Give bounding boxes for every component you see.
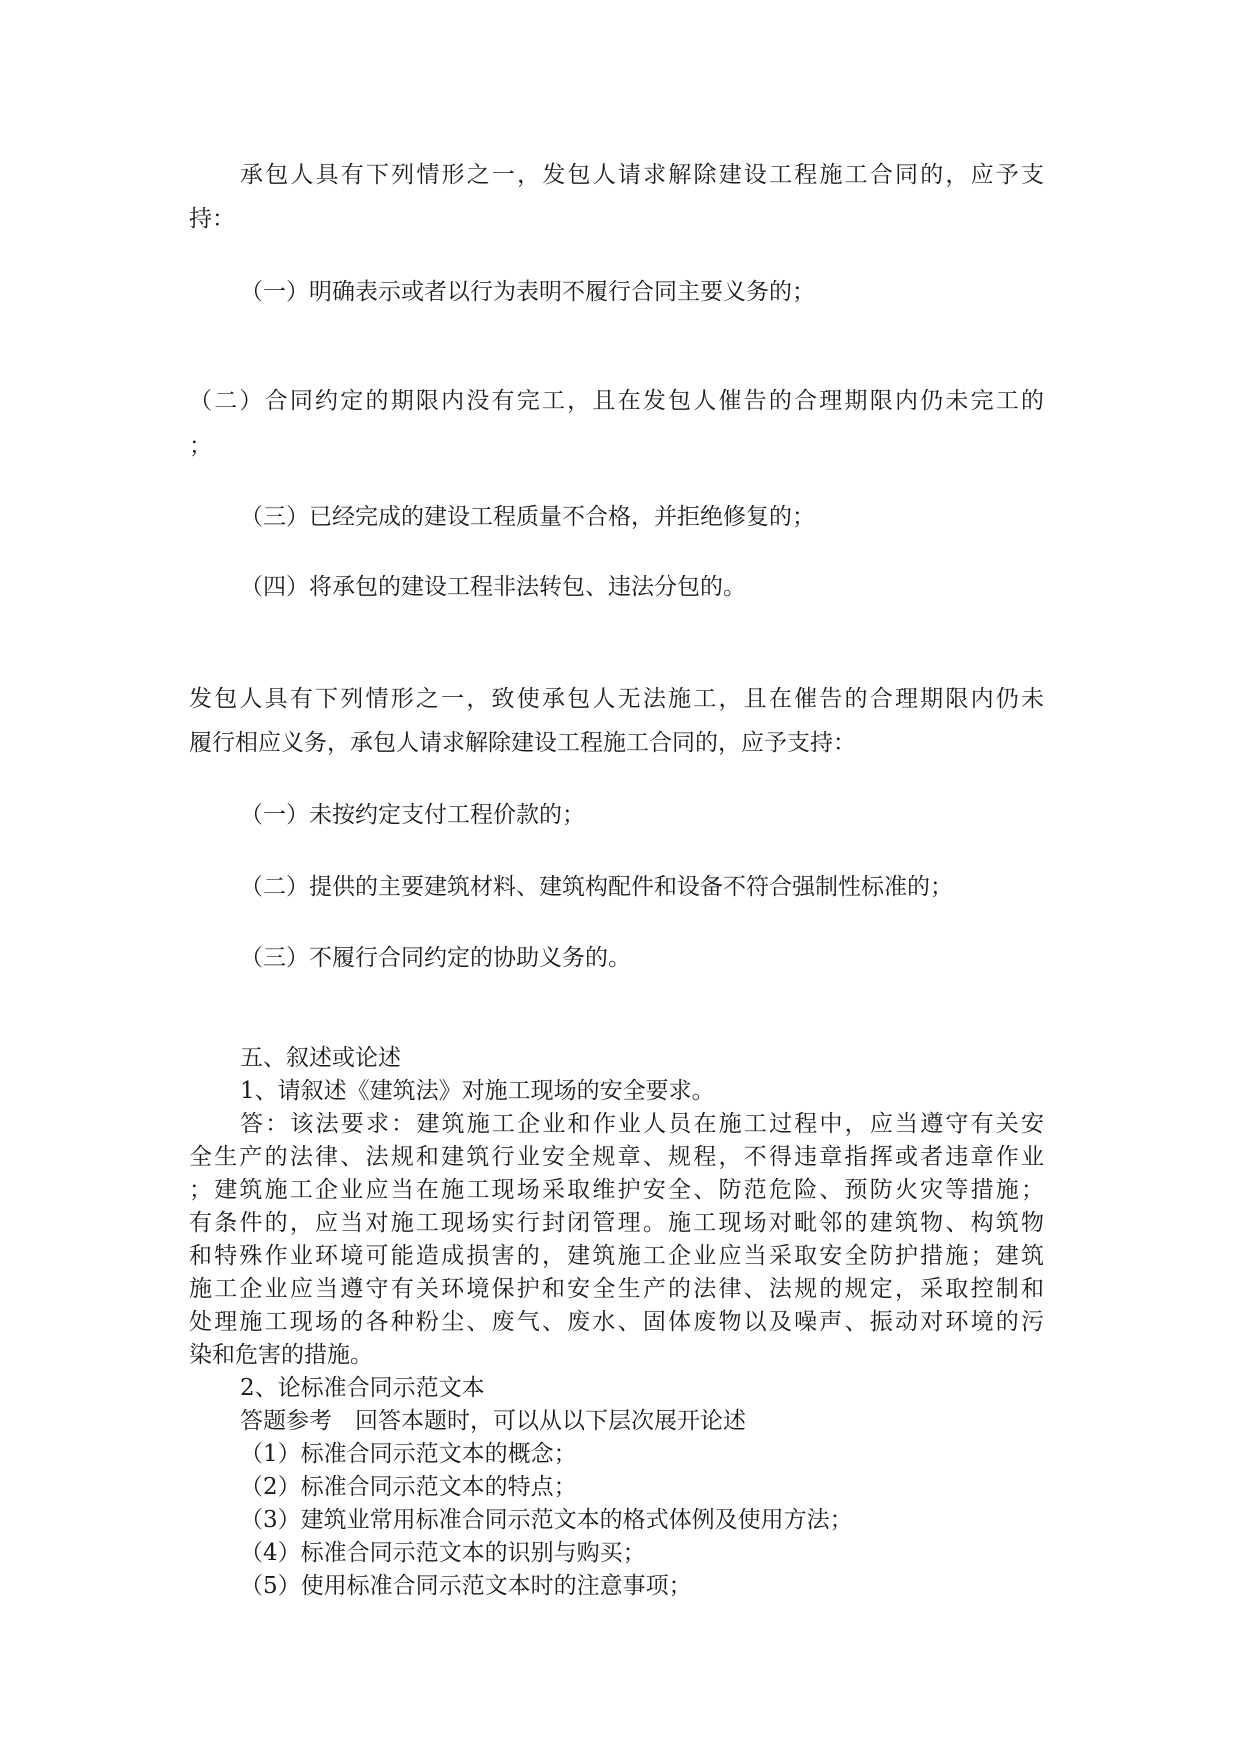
answer-text: 施工企业应当遵守有关环境保护和安全生产的法律、法规的规定，采取控制和 <box>189 1276 1044 1302</box>
answer-text: 处理施工现场的各种粉尘、废气、废水、固体废物以及噪声、振动对环境的污 <box>189 1309 1044 1335</box>
answer-line <box>189 1175 1044 1205</box>
paragraph-line <box>189 684 1044 714</box>
answer-line: 染和危害的措施。 <box>189 1342 373 1368</box>
answer-point: （4）标准合同示范文本的识别与购买； <box>240 1540 646 1566</box>
list-item: （三）已经完成的建设工程质量不合格，并拒绝修复的； <box>240 504 815 530</box>
list-item: （一）明确表示或者以行为表明不履行合同主要义务的； <box>240 279 815 305</box>
answer-line <box>189 1307 1044 1337</box>
list-item: （四）将承包的建设工程非法转包、违法分包的。 <box>240 574 746 600</box>
answer-text: 全生产的法律、法规和建筑行业安全规章、规程，不得违章指挥或者违章作业 <box>189 1144 1044 1170</box>
list-item: （三）不履行合同约定的协助义务的。 <box>240 945 631 971</box>
paragraph-text: 承包人具有下列情形之一，发包人请求解除建设工程施工合同的，应予支 <box>240 162 1044 188</box>
paragraph-line: 持： <box>189 206 235 232</box>
question: 2、论标准合同示范文本 <box>240 1375 485 1401</box>
answer-line <box>189 1241 1044 1271</box>
answer-point: （2）标准合同示范文本的特点； <box>240 1474 577 1500</box>
answer-text: 答：该法要求：建筑施工企业和作业人员在施工过程中，应当遵守有关安 <box>240 1111 1044 1137</box>
section-heading: 五、叙述或论述 <box>240 1045 401 1071</box>
paragraph-text: 发包人具有下列情形之一，致使承包人无法施工，且在催告的合理期限内仍未 <box>189 686 1044 712</box>
paragraph-line: ； <box>189 433 212 459</box>
list-item-text: （二）合同约定的期限内没有完工，且在发包人催告的合理期限内仍未完工的 <box>189 388 1044 414</box>
answer-text: 和特殊作业环境可能造成损害的，建筑施工企业应当采取安全防护措施；建筑 <box>189 1243 1044 1269</box>
list-item: （二）提供的主要建筑材料、建筑构配件和设备不符合强制性标准的； <box>240 874 953 900</box>
question: 1、请叙述《建筑法》对施工现场的安全要求。 <box>240 1078 715 1104</box>
paragraph-line <box>189 386 1044 416</box>
answer-point: （5）使用标准合同示范文本时的注意事项； <box>240 1573 692 1599</box>
list-item: （一）未按约定支付工程价款的； <box>240 802 585 828</box>
answer-line <box>189 1142 1044 1172</box>
answer-intro: 答题参考 回答本题时，可以从以下层次展开论述 <box>240 1408 746 1434</box>
answer-text: ；建筑施工企业应当在施工现场采取维护安全、防范危险、预防火灾等措施； <box>189 1177 1044 1203</box>
answer-line <box>189 1274 1044 1304</box>
answer-line <box>240 1109 1044 1139</box>
answer-text: 有条件的，应当对施工现场实行封闭管理。施工现场对毗邻的建筑物、构筑物 <box>189 1210 1044 1236</box>
paragraph-line <box>240 160 1044 190</box>
answer-line <box>189 1208 1044 1238</box>
answer-point: （3）建筑业常用标准合同示范文本的格式体例及使用方法； <box>240 1507 853 1533</box>
answer-point: （1）标准合同示范文本的概念； <box>240 1441 577 1467</box>
paragraph-line: 履行相应义务，承包人请求解除建设工程施工合同的，应予支持： <box>189 730 856 756</box>
